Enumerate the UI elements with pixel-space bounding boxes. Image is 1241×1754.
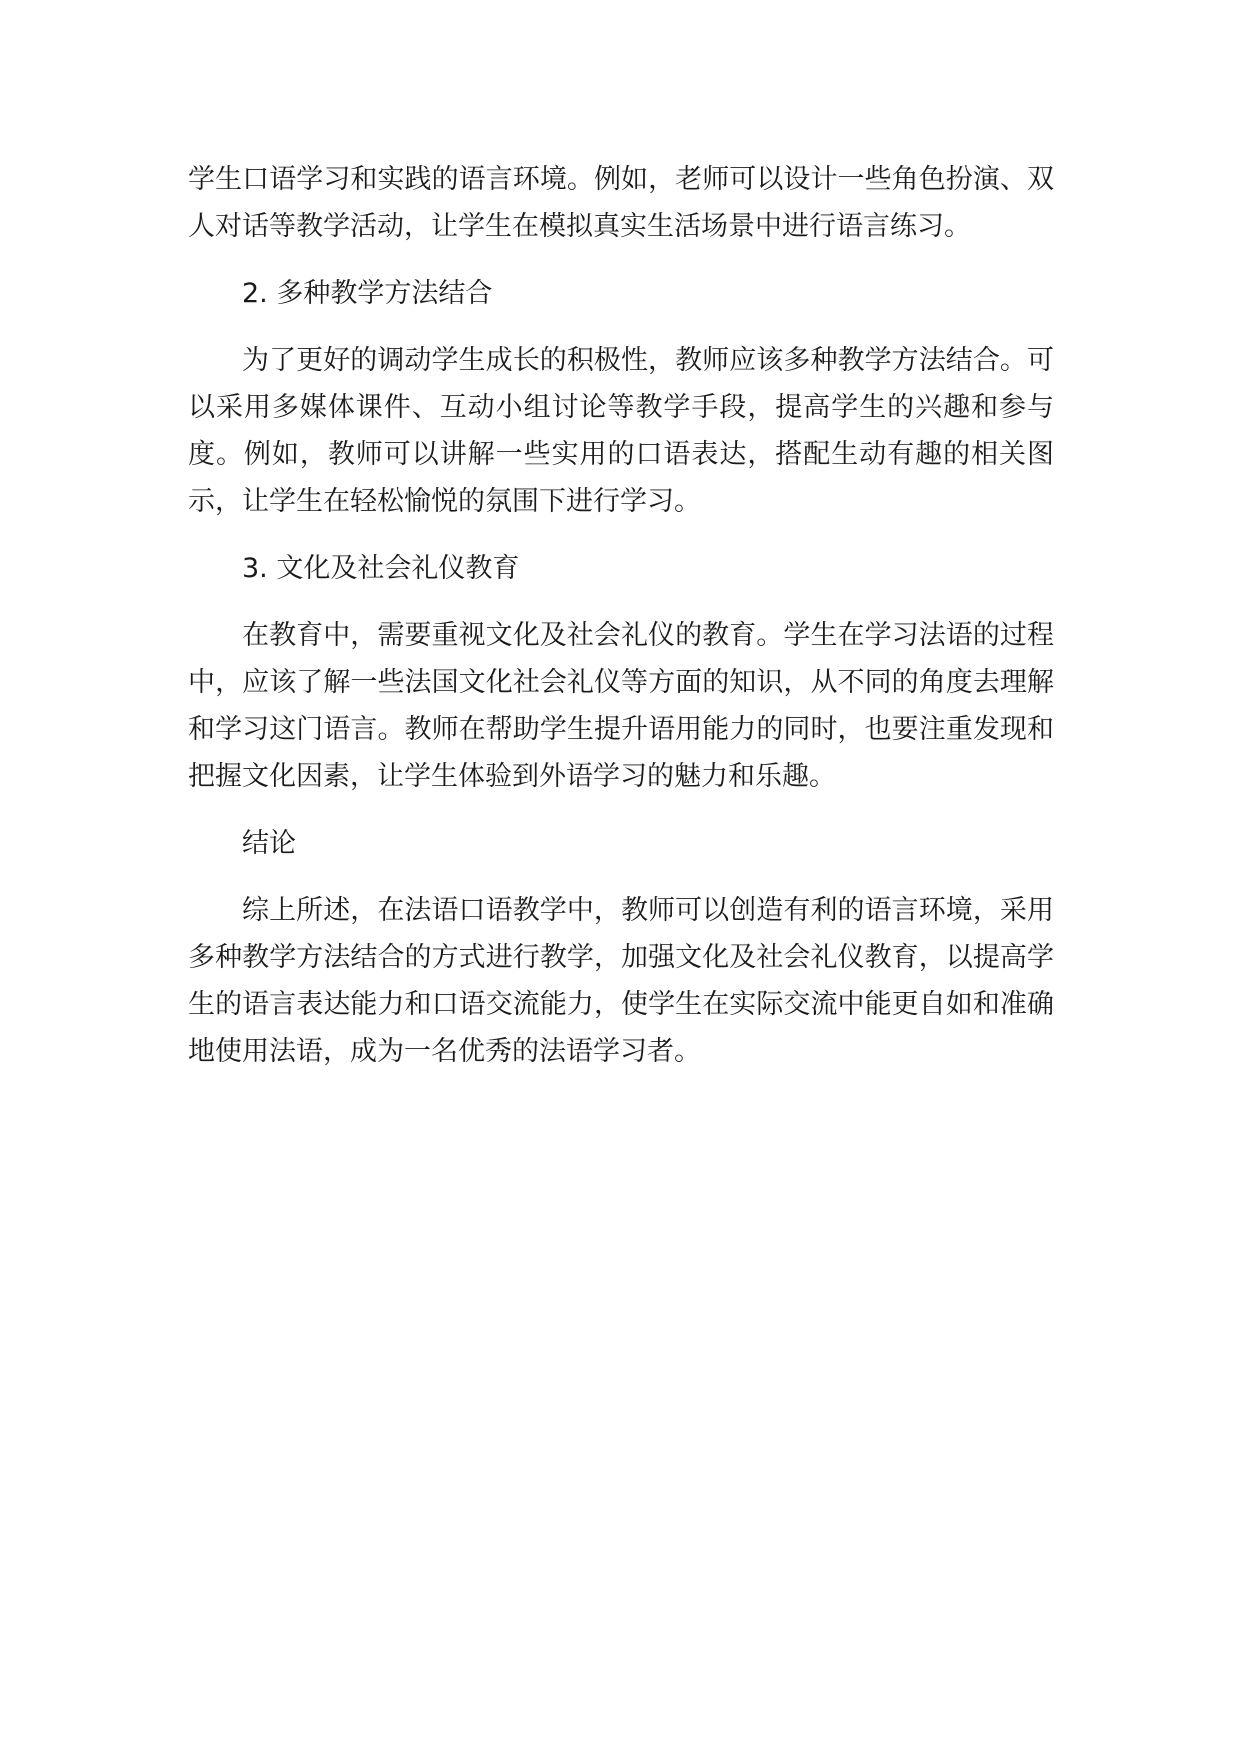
paragraph-culture-etiquette: 在教育中，需要重视文化及社会礼仪的教育。学生在学习法语的过程中，应该了解一些法国文化社会礼仪等方面的知识，从不同的角度去理解和学习这门语言。教师在帮助学生提升语用能力的同时，也要注重发现和把握文化因素，让学生体验到外语学习的魅力和乐趣。: [188, 620, 1054, 792]
document-body: [188, 156, 1054, 1095]
section-heading-teaching-methods: 2. 多种教学方法结合: [242, 278, 493, 309]
paragraph-teaching-methods: 为了更好的调动学生成长的积极性，教师应该多种教学方法结合。可以采用多媒体课件、互动小组讨论等教学手段，提高学生的兴趣和参与度。例如，教师可以讲解一些实用的口语表达，搭配生动有趣的相关图示，让学生在轻松愉悦的氛围下进行学习。: [188, 345, 1054, 517]
paragraph-conclusion: 综上所述，在法语口语教学中，教师可以创造有利的语言环境，采用多种教学方法结合的方式进行教学，加强文化及社会礼仪教育，以提高学生的语言表达能力和口语交流能力，使学生在实际交流中能更自如和准确地使用法语，成为一名优秀的法语学习者。: [188, 895, 1054, 1067]
paragraph-continuation: 学生口语学习和实践的语言环境。例如，老师可以设计一些角色扮演、双人对话等教学活动，让学生在模拟真实生活场景中进行语言练习。: [188, 164, 1054, 242]
section-heading-conclusion: 结论: [242, 828, 296, 859]
section-heading-culture-etiquette: 3. 文化及社会礼仪教育: [242, 553, 520, 584]
